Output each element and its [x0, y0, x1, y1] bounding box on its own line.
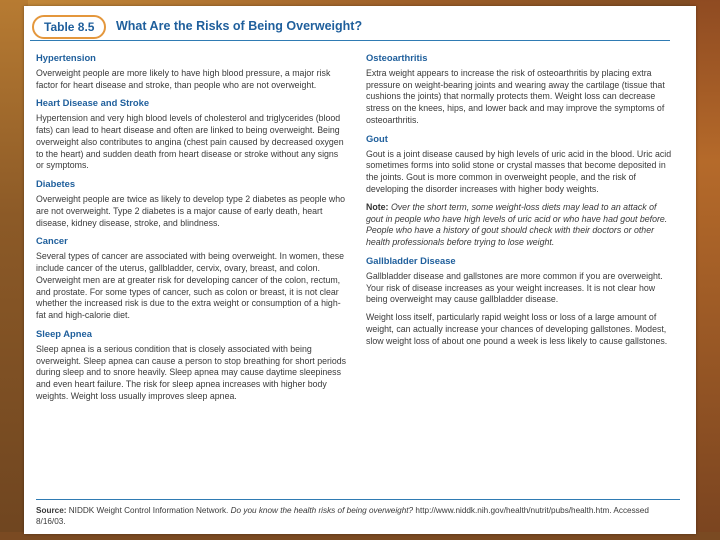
section-heart-disease	[36, 97, 348, 172]
table-number-badge: Table 8.5	[32, 15, 106, 39]
table-title: What Are the Risks of Being Overweight?	[116, 19, 363, 33]
section-text: Overweight people are more likely to have high blood pressure, a major risk factor for heart disease and stroke, than people who are not overweight.	[36, 67, 331, 90]
section-note	[366, 202, 672, 249]
section-text: Sleep apnea is a serious condition that is closely associated with being overweight. Sleep apnea can cause a person to stop breathing for short periods during sleep and to snore heavily. Sleep apnea may cause daytime sleepiness and even heart failure. The risk for sleep apnea increases with higher body weights. Weight loss usually improves sleep apnea.	[36, 343, 347, 401]
section-text: Gallbladder disease and gallstones are more common if you are overweight. Your risk of disease increases as your weight increases. It is not clear how being overweight may cause gallbladder disease.	[366, 270, 663, 305]
section-heading: Heart Disease and Stroke	[36, 97, 150, 109]
source-label: Source:	[36, 506, 67, 515]
section-heading: Diabetes	[36, 178, 76, 190]
section-osteoarthritis	[366, 52, 672, 127]
section-heading: Gallbladder Disease	[366, 254, 456, 266]
section-text: Hypertension and very high blood levels of cholesterol and triglycerides (blood fats) can lead to heart disease and often are linked to being overweight. Being overweight also contributes to angina (chest pain caused by decreased oxygen to the heart) and sudden death from heart disease or stroke without any signs or symptoms.	[36, 113, 344, 171]
right-column	[366, 52, 672, 354]
note-paragraph	[366, 202, 672, 249]
section-text: Gout is a joint disease caused by high levels of uric acid in the blood. Uric acid sometimes forms into solid stone or crystal masses that become deposited in the joints. Gout is more common in overweight people, and the risk of developing the disorder increases with higher body weights.	[366, 148, 672, 194]
section-heading: Hypertension	[36, 52, 96, 63]
note-label: Note:	[366, 201, 389, 212]
section-cancer	[36, 235, 348, 322]
section-heading: Cancer	[36, 235, 68, 247]
section-text: Weight loss itself, particularly rapid weight loss or loss of a large amount of weight, can actually increase your chances of developing gallstones. Modest, slow weight loss of about one pound a week is less likely to cause gallstones.	[366, 312, 668, 346]
source-url: http://www.niddk.nih.gov/health/nutrit/pubs/health.htm. Accessed 8/16/03.	[36, 506, 649, 526]
left-column	[36, 52, 348, 409]
table-header	[30, 14, 670, 41]
section-heading: Gout	[366, 132, 388, 144]
section-gout	[366, 133, 672, 196]
source-text: NIDDK Weight Control Information Network.	[68, 506, 229, 515]
section-hypertension	[36, 52, 348, 91]
section-heading: Osteoarthritis	[366, 52, 428, 63]
section-sleep-apnea	[36, 328, 348, 403]
table-page	[24, 6, 696, 534]
section-text: Several types of cancer are associated with being overweight. In women, these include cancer of the uterus, gallbladder, cervix, ovary, breast, and colon. Overweight men are at greater risk for developing cancer of the colon, rectum, and prostate. For some types of cancer, such as colon or breast, it is not clear whether the increased risk is due to the extra weight or consumption of a high-fat and high-calorie diet.	[36, 251, 345, 321]
section-diabetes	[36, 178, 348, 229]
source-title: Do you know the health risks of being overweight?	[230, 506, 414, 515]
section-text: Extra weight appears to increase the risk of osteoarthritis by placing extra pressure on weight-bearing joints and wearing away the cartilage (tissue that cushions the joints) that normally protects them. Weight loss can decrease stress on the knees, hips, and lower back and may improve the symptoms of osteoarthritis.	[366, 67, 665, 125]
note-text: Over the short term, some weight-loss diets may lead to an attack of gout in people who have high levels of uric acid or who have had gout before. People who have a history of gout should check with their doctors or other health professionals before trying to lose weight.	[366, 201, 668, 248]
source-citation	[36, 499, 680, 527]
section-text: Overweight people are twice as likely to develop type 2 diabetes as people who are not overweight. Type 2 diabetes is a major cause of early death, heart disease, kidney disease, stroke, and blindness.	[36, 193, 346, 228]
section-heading: Sleep Apnea	[36, 327, 92, 339]
section-gallbladder	[366, 255, 672, 348]
